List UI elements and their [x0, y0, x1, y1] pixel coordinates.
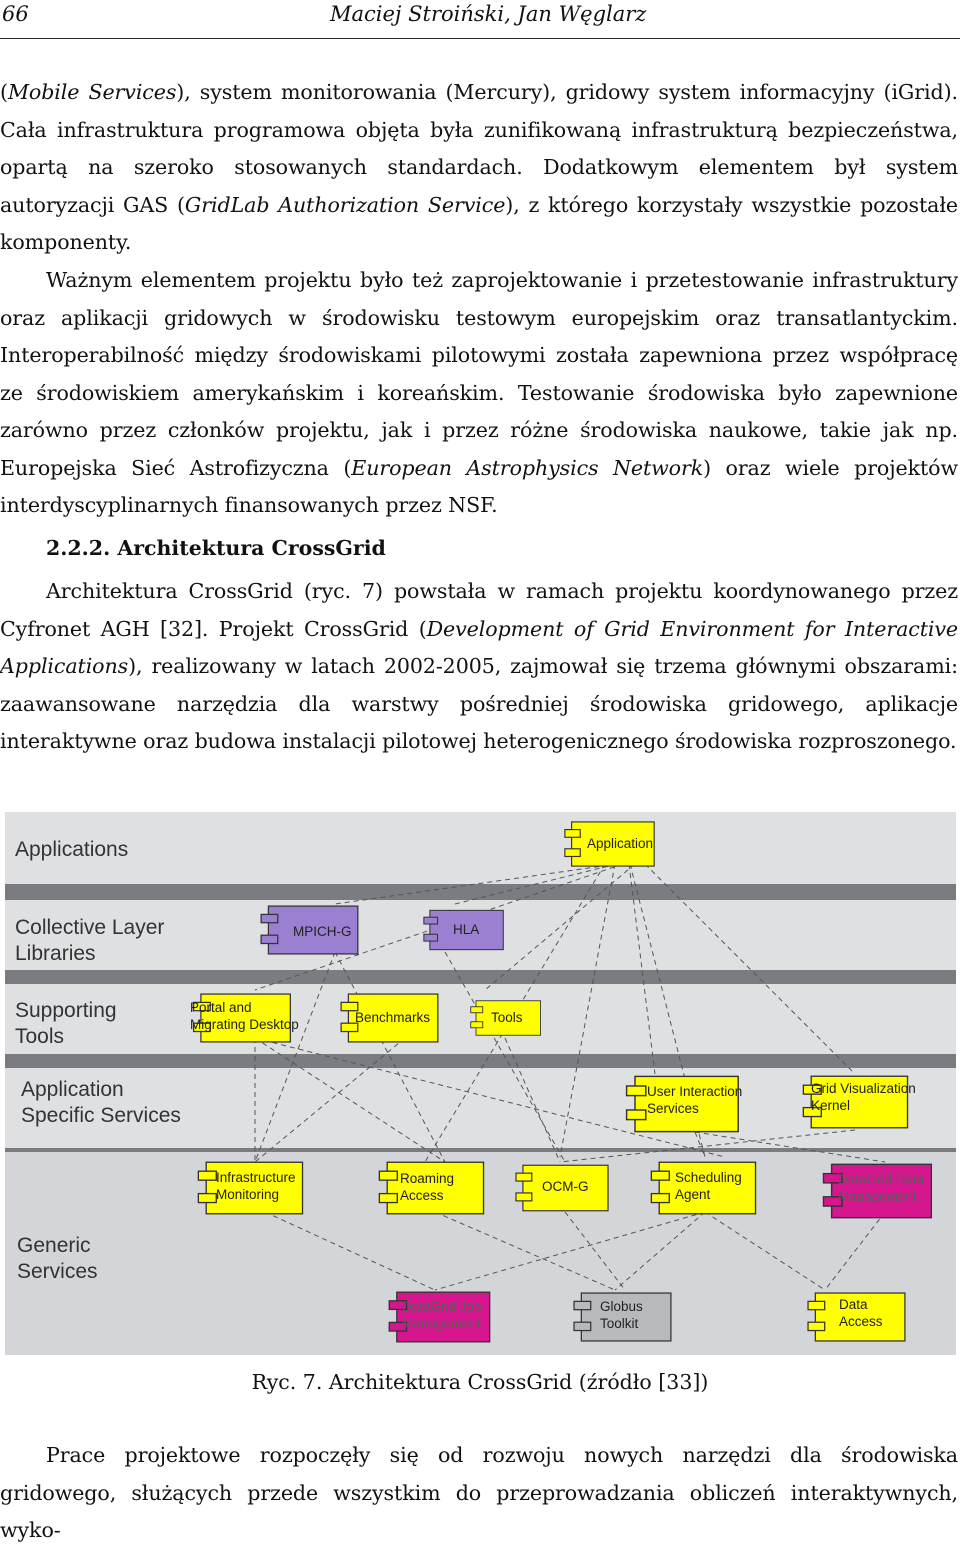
svg-text:Migrating Desktop: Migrating Desktop — [190, 1017, 299, 1032]
svg-text:Services: Services — [647, 1101, 699, 1116]
header-rule — [0, 38, 960, 39]
svg-text:Agent: Agent — [675, 1187, 711, 1202]
component-tools — [471, 1001, 541, 1036]
svg-text:Access: Access — [839, 1314, 883, 1329]
component-roaming-access — [379, 1162, 483, 1214]
component-datagrid-data-management — [823, 1164, 931, 1217]
component-globus-toolkit — [574, 1293, 671, 1341]
layer-label-generic-2: Services — [17, 1260, 98, 1283]
svg-text:Scheduling: Scheduling — [675, 1170, 742, 1185]
running-header — [0, 0, 960, 40]
component-user-interaction-services — [627, 1076, 743, 1131]
svg-text:Infrastructure: Infrastructure — [216, 1170, 296, 1185]
svg-text:Grid Visualization: Grid Visualization — [811, 1081, 916, 1096]
section-title: Architektura CrossGrid — [117, 536, 386, 560]
svg-text:Monitoring: Monitoring — [216, 1187, 280, 1202]
svg-text:OCM-G: OCM-G — [542, 1179, 589, 1194]
paragraph-4: Prace projektowe rozpoczęły się od rozwoju nowych narzędzi dla środowiska gridowego, służących przede wszystkim do przeprowadzania obliczeń interaktywnych, wyko- — [0, 1443, 958, 1542]
svg-text:Tools: Tools — [491, 1010, 523, 1025]
layer-label-appspec-1: Application — [21, 1078, 124, 1101]
svg-text:User Interaction: User Interaction — [647, 1084, 743, 1099]
component-benchmarks — [341, 994, 438, 1042]
svg-text:Management: Management — [402, 1316, 481, 1331]
layer-label-collective-1: Collective Layer — [15, 916, 165, 939]
component-grid-visualization-kernel — [803, 1076, 915, 1128]
band-applications — [5, 812, 956, 884]
section-heading — [46, 536, 386, 560]
component-ocm-g — [516, 1165, 608, 1211]
component-mpich-g — [261, 906, 358, 954]
component-infrastructure-monitoring — [198, 1162, 302, 1214]
svg-text:Data: Data — [839, 1297, 868, 1312]
svg-text:MPICH-G: MPICH-G — [293, 924, 352, 939]
svg-text:Access: Access — [400, 1188, 444, 1203]
figure-caption: Ryc. 7. Architektura CrossGrid (źródło [33]) — [251, 1370, 709, 1394]
component-scheduling-agent — [651, 1162, 755, 1214]
svg-text:Roaming: Roaming — [400, 1171, 455, 1186]
layer-label-supporting-2: Tools — [15, 1025, 65, 1048]
running-header-authors: Maciej Stroiński, Jan Węglarz — [330, 2, 647, 26]
paragraph-2: Ważnym elementem projektu było też zaprojektowanie i przetestowanie infrastruktury oraz aplikacji gridowych w środowisku testowym europejskim oraz transatlantyckim. Interoperabilność między środowiskami pilotowymi została zapewniona przez współpracę ze środowiskiem amerykańskim i koreańskim. Testowanie środowiska było zapewnione zarówno przez członków projektu, jak i przez różne środowiska naukowe, takie jak np. Europejska Sieć Astrofizyczna (European Astrophysics Network) oraz wiele projektów interdyscyplinarnych finansowanych przez NSF. — [0, 268, 958, 517]
component-data-access — [808, 1293, 905, 1341]
layer-label-supporting-1: Supporting — [15, 999, 117, 1022]
layer-label-collective-2: Libraries — [15, 942, 96, 965]
layer-label-applications: Applications — [15, 838, 129, 861]
svg-text:Benchmarks: Benchmarks — [355, 1010, 431, 1025]
layer-label-generic-1: Generic — [17, 1234, 91, 1257]
layer-label-appspec-2: Specific Services — [21, 1104, 181, 1127]
svg-text:Toolkit: Toolkit — [600, 1316, 639, 1331]
paragraph-1: (Mobile Services), system monitorowania (Mercury), gridowy system informacyjny (iGrid). Cała infrastruktura programowa objęta była zunifikowaną infrastrukturą bezpieczeństwa, opartą na szeroko stosowanych standardach. Dodatkowym elementem był system autoryzacji GAS (GridLab Authorization Service), z którego korzystały wszystkie pozostałe komponenty. — [0, 80, 958, 254]
svg-text:Portal and: Portal and — [190, 1000, 252, 1015]
section-number: 2.2.2. — [46, 536, 111, 560]
component-hla — [424, 910, 503, 949]
paragraph-3: Architektura CrossGrid (ryc. 7) powstała w ramach projektu koordynowanego przez Cyfronet AGH [32]. Projekt CrossGrid (Development of Grid Environment for Interactive Applications), realizowany w latach 2002-2005, zajmował się trzema głównymi obszarami: zaawansowane narzędzia dla warstwy pośredniej środowiska gridowego, aplikacje interaktywne oraz budowa instalacji pilotowej heterogenicznego środowiska rozproszonego. — [0, 579, 958, 753]
svg-text:DataGrid Job: DataGrid Job — [402, 1299, 482, 1314]
component-datagrid-job-management — [389, 1292, 489, 1342]
svg-text:DataGrid Data: DataGrid Data — [838, 1172, 925, 1187]
page-number: 66 — [2, 2, 29, 26]
crossgrid-architecture-figure — [5, 812, 956, 1355]
svg-text:Application: Application — [587, 836, 654, 851]
svg-text:Management: Management — [838, 1189, 917, 1204]
component-application — [565, 822, 654, 866]
component-portal-migrating-desktop — [190, 994, 299, 1042]
svg-text:Globus: Globus — [600, 1299, 643, 1314]
svg-text:Kernel: Kernel — [811, 1098, 851, 1113]
svg-text:HLA: HLA — [453, 922, 480, 937]
